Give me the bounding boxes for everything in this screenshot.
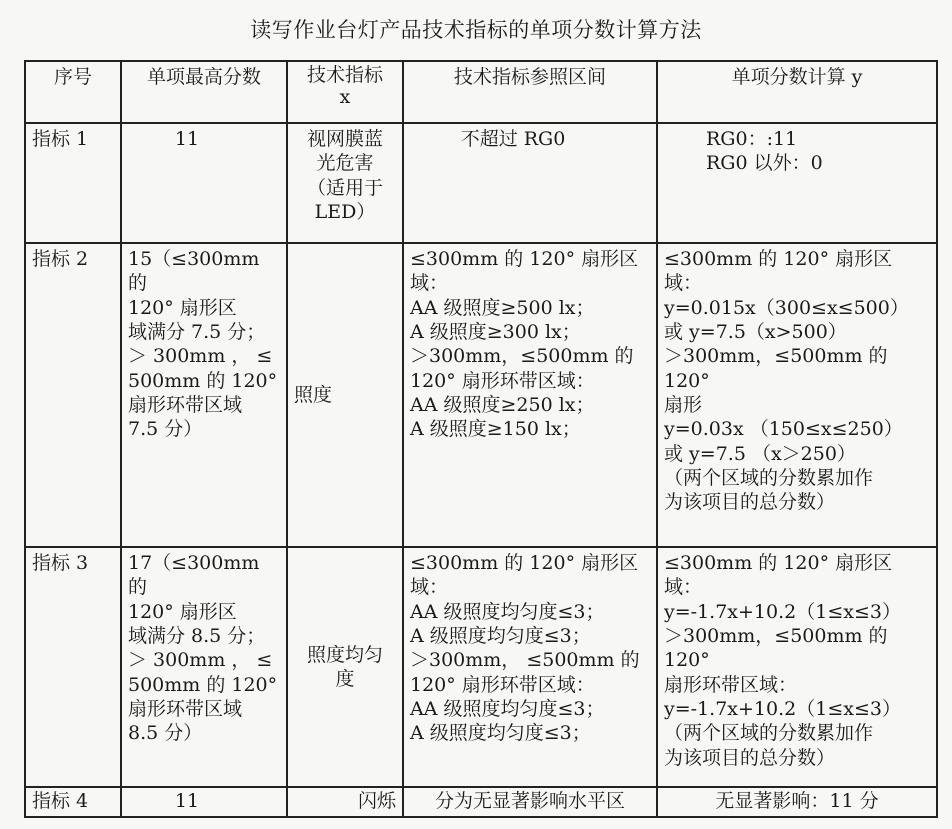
scoring-table xyxy=(24,60,938,818)
row-reference: 不超过 RG0 xyxy=(403,123,657,243)
row-indicator: 照度 xyxy=(287,243,403,547)
table-row xyxy=(25,123,937,243)
row-calculation: RG0：:11 RG0 以外：0 xyxy=(657,123,937,243)
row-calculation: 无显著影响：11 分 xyxy=(657,787,937,817)
row-max-score: 17（≤300mm 的 120° 扇形区 域满分 8.5 分； ＞ 300mm ， ≤ 500mm 的 120° 扇形环带区域 8.5 分） xyxy=(121,547,287,787)
row-indicator: 视网膜蓝 光危害 （适用于 LED） xyxy=(287,123,403,243)
row-reference: 分为无显著影响水平区 xyxy=(403,787,657,817)
row-reference: ≤300mm 的 120° 扇形区 域： AA 级照度≥500 lx； A 级照度≥300 lx； ＞300mm，≤500mm 的 120° 扇形环带区域： AA 级照度≥250 lx； A 级照度≥150 lx； xyxy=(403,243,657,547)
row-index: 指标 4 xyxy=(25,787,121,817)
row-max-score: 11 xyxy=(121,123,287,243)
table-row xyxy=(25,787,937,817)
header-score-calculation: 单项分数计算 y xyxy=(657,61,937,123)
row-calculation: ≤300mm 的 120° 扇形区 域： y=0.015x（300≤x≤500） 或 y=7.5（x>500） ＞300mm，≤500mm 的 120° 扇形 y=0.03x （150≤x≤250） 或 y=7.5 （x＞250） （两个区域的分数累加作 为该项目的总分数） xyxy=(657,243,937,547)
header-reference-range: 技术指标参照区间 xyxy=(403,61,657,123)
table-row xyxy=(25,547,937,787)
table-row xyxy=(25,243,937,547)
row-indicator: 闪烁 xyxy=(287,787,403,817)
row-indicator: 照度均匀 度 xyxy=(287,547,403,787)
row-calculation: ≤300mm 的 120° 扇形区 域： y=-1.7x+10.2（1≤x≤3） ＞300mm，≤500mm 的 120° 扇形环带区域： y=-1.7x+10.2（1≤x≤3） （两个区域的分数累加作 为该项目的总分数） xyxy=(657,547,937,787)
header-max-score: 单项最高分数 xyxy=(121,61,287,123)
header-indicator: 技术指标 x xyxy=(287,61,403,123)
row-reference: ≤300mm 的 120° 扇形区 域： AA 级照度均匀度≤3； A 级照度均匀度≤3； ＞300mm， ≤500mm 的 120° 扇形环带区域： AA 级照度均匀度≤3； A 级照度均匀度≤3； xyxy=(403,547,657,787)
row-index: 指标 3 xyxy=(25,547,121,787)
row-index: 指标 2 xyxy=(25,243,121,547)
row-max-score: 11 xyxy=(121,787,287,817)
row-index: 指标 1 xyxy=(25,123,121,243)
table-header-row xyxy=(25,61,937,123)
row-max-score: 15（≤300mm 的 120° 扇形区 域满分 7.5 分； ＞ 300mm ， ≤ 500mm 的 120° 扇形环带区域 7.5 分） xyxy=(121,243,287,547)
document-title: 读写作业台灯产品技术指标的单项分数计算方法 xyxy=(250,18,702,42)
header-index: 序号 xyxy=(25,61,121,123)
